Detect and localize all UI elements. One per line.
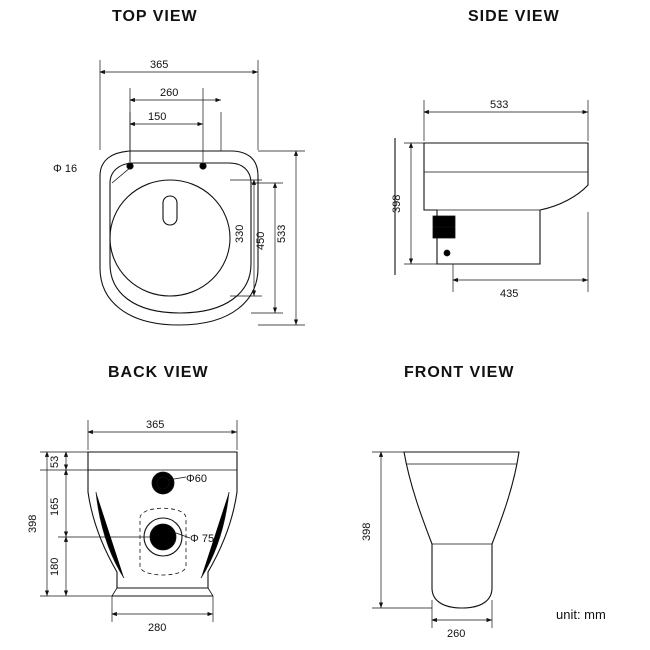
- top-hole-dia-label: Φ 16: [53, 163, 78, 175]
- back-dim-180: 180: [49, 557, 61, 576]
- back-dim-280: 280: [148, 622, 167, 634]
- back-dim-398: 398: [27, 514, 39, 533]
- top-dim-533: 533: [276, 224, 288, 243]
- front-view-geometry: [361, 452, 519, 640]
- top-dim-150: 150: [148, 111, 167, 123]
- top-view-geometry: [53, 59, 305, 325]
- back-dim-365: 365: [146, 419, 165, 431]
- top-dim-260: 260: [160, 87, 179, 99]
- side-dim-398: 398: [391, 194, 403, 213]
- front-dim-260: 260: [447, 628, 466, 640]
- view-title-back: BACK VIEW: [108, 364, 209, 381]
- side-dim-435: 435: [500, 288, 519, 300]
- top-dim-330: 330: [234, 224, 246, 243]
- unit-note: unit: mm: [556, 607, 606, 622]
- top-dim-365: 365: [150, 59, 169, 71]
- view-title-front: FRONT VIEW: [404, 364, 515, 381]
- view-title-top: TOP VIEW: [112, 8, 198, 25]
- top-dim-450: 450: [255, 231, 267, 250]
- side-view-geometry: [391, 99, 588, 300]
- back-outlet-dia-label: Φ 75: [190, 533, 215, 545]
- front-dim-398: 398: [361, 522, 373, 541]
- back-dim-165: 165: [49, 497, 61, 516]
- side-dim-533: 533: [490, 99, 509, 111]
- view-title-side: SIDE VIEW: [468, 8, 560, 25]
- back-inlet-dia-label: Φ60: [186, 473, 208, 485]
- back-view-geometry: [27, 419, 237, 634]
- back-dim-53: 53: [49, 455, 61, 468]
